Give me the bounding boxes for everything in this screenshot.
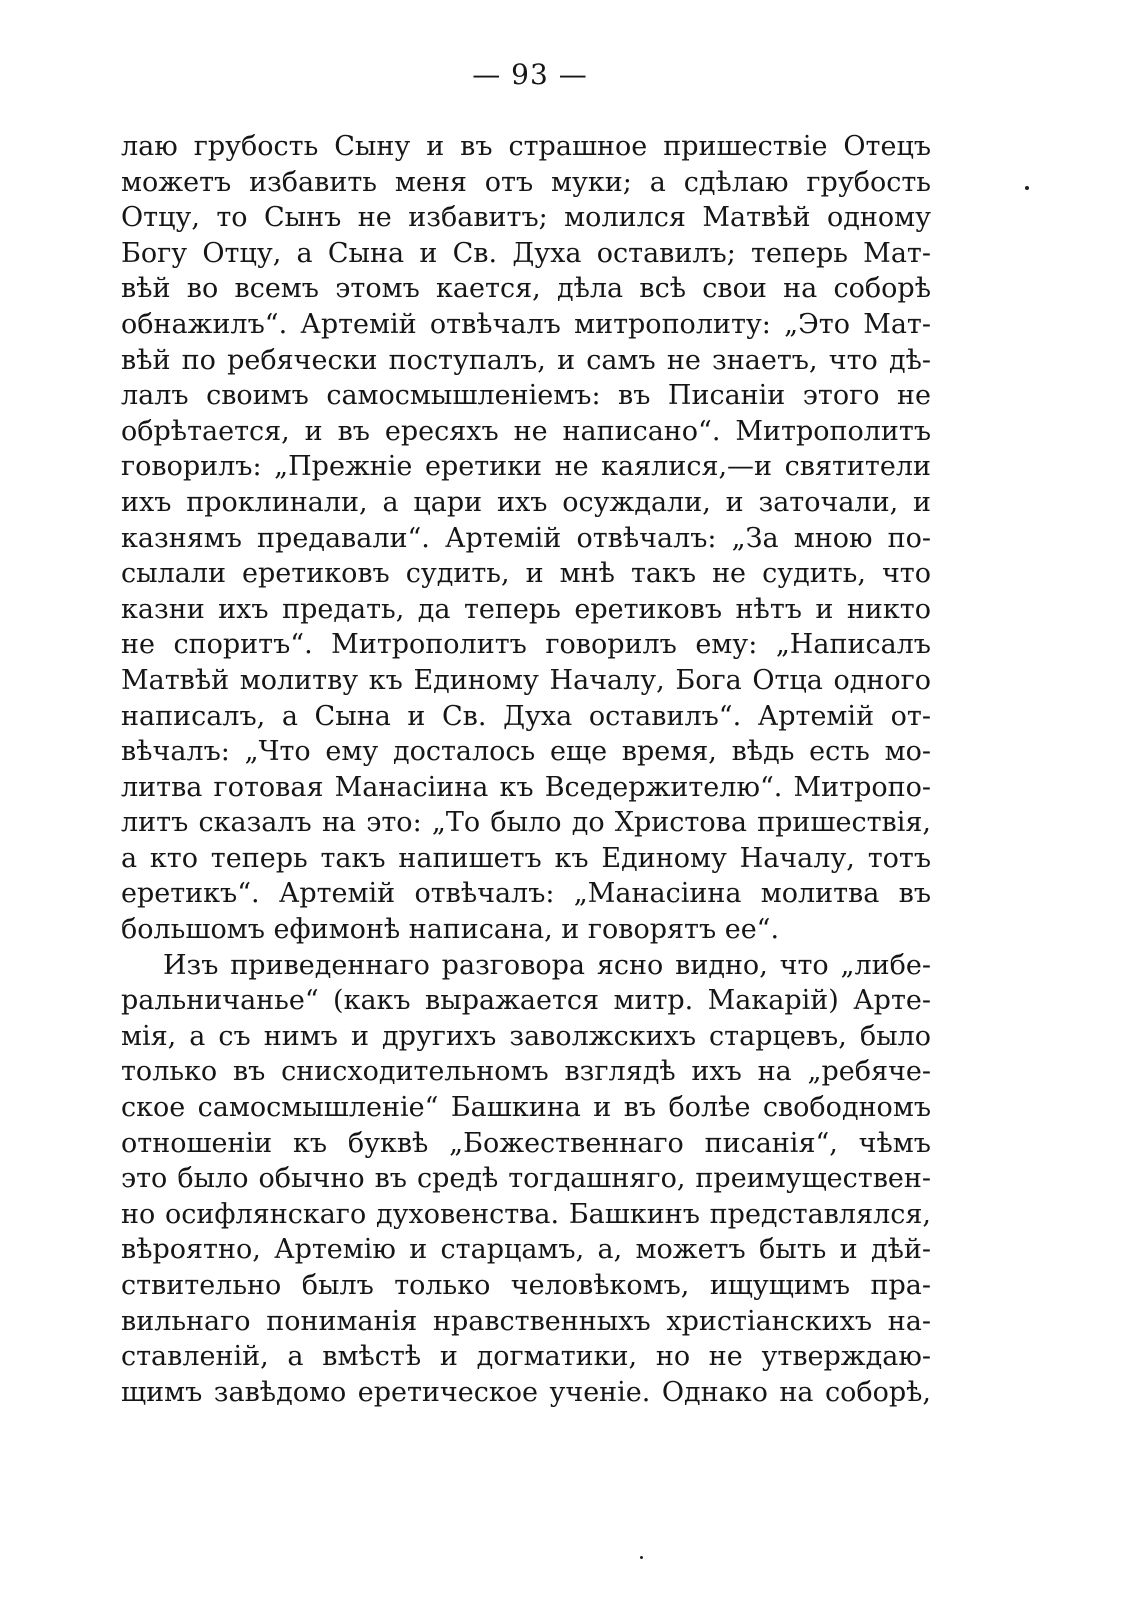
text-line: казнямъ предавали“. Артемій отвѣчалъ: „За мною по- xyxy=(121,522,931,554)
ink-speck xyxy=(640,1556,643,1559)
text-line: Матвѣй молитву къ Единому Началу, Бога Отца одного xyxy=(121,664,931,696)
text-line: только въ снисходительномъ взглядѣ ихъ на „ребяче- xyxy=(121,1056,931,1088)
paragraph-1 xyxy=(121,129,931,948)
text-line: ихъ проклинали, а цари ихъ осуждали, и заточали, и xyxy=(121,486,931,518)
text-line: обнажилъ“. Артемій отвѣчалъ митрополиту: „Это Мат- xyxy=(121,308,931,340)
text-line: но осифлянскаго духовенства. Башкинъ представлялся, xyxy=(121,1198,931,1230)
text-line: ральничанье“ (какъ выражается митр. Макарій) Арте- xyxy=(121,985,931,1017)
text-line: а кто теперь такъ напишетъ къ Единому Началу, тотъ xyxy=(121,842,931,874)
text-line: ставленій, а вмѣстѣ и догматики, но не утверждаю- xyxy=(121,1341,931,1373)
text-line: вильнаго пониманія нравственныхъ христіанскихъ на- xyxy=(121,1305,931,1337)
text-line: можетъ избавить меня отъ муки; а сдѣлаю грубость xyxy=(121,166,931,198)
text-line: казни ихъ предать, да теперь еретиковъ нѣтъ и никто xyxy=(121,593,931,625)
text-line: говорилъ: „Прежніе еретики не каялися,—и святители xyxy=(121,451,931,483)
text-line: мія, а съ нимъ и другихъ заволжскихъ старцевъ, было xyxy=(121,1020,931,1052)
text-line: написалъ, а Сына и Св. Духа оставилъ“. Артемій от- xyxy=(121,700,931,732)
text-line: еретикъ“. Артемій отвѣчалъ: „Манасіина молитва въ xyxy=(121,878,931,910)
text-line: ское самосмышленіе“ Башкина и въ болѣе свободномъ xyxy=(121,1092,931,1124)
paragraph-2 xyxy=(121,948,931,1411)
text-line: Изъ приведеннаго разговора ясно видно, что „либе- xyxy=(163,949,931,981)
text-line: вѣчалъ: „Что ему досталось еще время, вѣдь есть мо- xyxy=(121,736,931,768)
text-line: вѣй по ребячески поступалъ, и самъ не знаетъ, что дѣ- xyxy=(121,344,931,376)
text-line: обрѣтается, и въ ересяхъ не написано“. Митрополитъ xyxy=(121,415,931,447)
text-line: большомъ ефимонѣ написана, и говорятъ ее“. xyxy=(121,914,780,946)
text-line: отношеніи къ буквѣ „Божественнаго писанія“, чѣмъ xyxy=(121,1127,931,1159)
text-line: не споритъ“. Митрополитъ говорилъ ему: „Написалъ xyxy=(121,629,931,661)
text-line: щимъ завѣдомо еретическое ученіе. Однако на соборѣ, xyxy=(121,1376,931,1408)
body-text xyxy=(121,129,931,1410)
text-line: литъ сказалъ на это: „То было до Христова пришествія, xyxy=(121,807,931,839)
text-line: ствительно былъ только человѣкомъ, ищущимъ пра- xyxy=(121,1270,931,1301)
text-line: Богу Отцу, а Сына и Св. Духа оставилъ; теперь Мат- xyxy=(121,237,931,269)
text-line: лаю грубость Сыну и въ страшное пришествіе Отецъ xyxy=(121,131,931,162)
text-line: вѣй во всемъ этомъ кается, дѣла всѣ свои на соборѣ xyxy=(121,273,931,305)
text-line: литва готовая Манасіина къ Вседержителю“. Митропо- xyxy=(121,771,931,803)
text-line: сылали еретиковъ судить, и мнѣ такъ не судить, что xyxy=(121,558,931,590)
text-line: это было обычно въ средѣ тогдашняго, преимуществен- xyxy=(121,1163,931,1195)
text-line: лалъ своимъ самосмышленіемъ: въ Писаніи этого не xyxy=(121,380,931,412)
text-line: вѣроятно, Артемію и старцамъ, а, можетъ быть и дѣй- xyxy=(121,1234,931,1266)
ink-speck xyxy=(1025,186,1029,190)
text-line: Отцу, то Сынъ не избавитъ; молился Матвѣй одному xyxy=(121,202,931,234)
page-number: — 93 — xyxy=(472,58,588,91)
